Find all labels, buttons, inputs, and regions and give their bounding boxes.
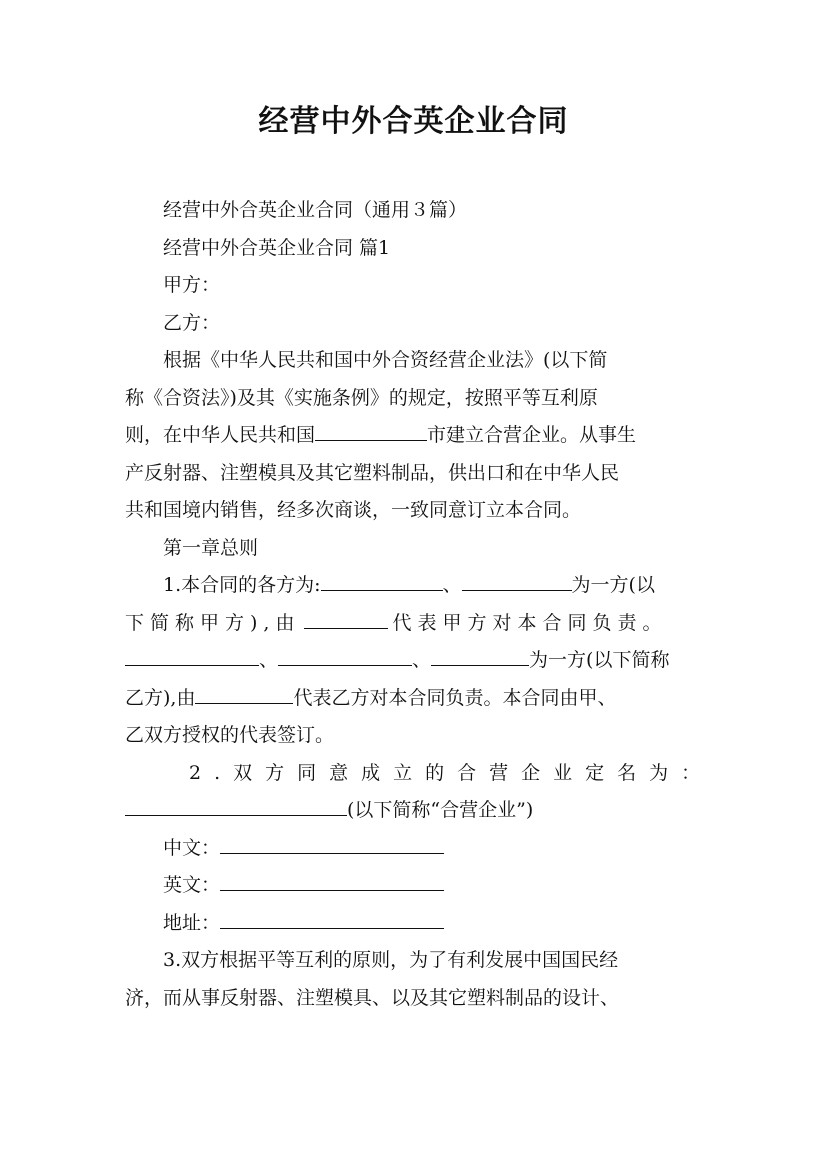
clause-2-line — [125, 792, 701, 830]
preamble-text: 市建立合营企业。从事生 — [427, 424, 637, 446]
chinese-name-line — [125, 830, 701, 868]
paragraph-subtitle: 经营中外合英企业合同（通用３篇） — [163, 199, 468, 221]
preamble-text: 则，在中华人民共和国 — [125, 424, 316, 446]
clause-text: 为一方(以下简称 — [529, 649, 670, 671]
clause-1-line — [125, 605, 701, 643]
paragraph-party-b: 乙方： — [163, 311, 221, 334]
clause-1-line — [125, 680, 701, 718]
clause-1-line — [125, 642, 701, 680]
paragraph-preamble — [125, 342, 701, 530]
english-name-line — [125, 867, 701, 905]
party-blank — [462, 589, 572, 591]
clause-text: (以下简称“合营企业”) — [347, 799, 534, 821]
address-line — [125, 905, 701, 943]
chapter-heading: 第一章总则 — [163, 536, 259, 559]
party-blank — [431, 664, 529, 666]
party-blank — [125, 664, 259, 666]
representative-blank — [195, 702, 293, 704]
preamble-line: 共和国境内销售，经多次商谈，一致同意订立本合同。 — [125, 499, 582, 521]
clause-text: 1.本合同的各方为: — [163, 574, 321, 596]
clause-text: 为一方(以 — [571, 574, 655, 596]
address-blank — [220, 927, 444, 929]
chinese-name-blank — [220, 852, 444, 854]
clause-text: 乙方),由 — [125, 686, 196, 709]
representative-blank — [304, 627, 388, 629]
preamble-line: 产反射器、注塑模具及其它塑料制品，供出口和在中华人民 — [125, 461, 620, 484]
preamble-line: 根据《中华人民共和国中外合资经营企业法》(以下简 — [163, 349, 608, 371]
document-title: 经营中外合英企业合同 — [258, 104, 569, 139]
company-name-blank — [125, 814, 347, 816]
clause-text: 下简称甲方),由 — [125, 611, 301, 634]
paragraph-party-a: 甲方： — [163, 274, 221, 296]
party-blank — [278, 664, 412, 666]
clause-2-line: 2.双方同意成立的合营企业定名为： — [189, 761, 714, 784]
clause-3-line: 济，而从事反射器、注塑模具、以及其它塑料制品的设计、 — [125, 986, 620, 1009]
preamble-line — [125, 417, 701, 455]
clause-text: 代表乙方对本合同负责。本合同由甲、 — [293, 686, 617, 709]
field-label: 英文： — [163, 874, 221, 896]
field-label: 地址： — [163, 911, 221, 934]
party-blank — [321, 589, 443, 591]
clause-1 — [125, 567, 701, 755]
separator: 、 — [259, 649, 279, 671]
preamble-line: 称《合资法》)及其《实施条例》的规定，按照平等互利原 — [125, 386, 598, 409]
field-label: 中文： — [163, 836, 221, 859]
clause-1-line — [125, 567, 701, 605]
separator: 、 — [412, 649, 432, 671]
separator: 、 — [442, 574, 462, 596]
english-name-blank — [220, 889, 444, 891]
clause-1-line: 乙双方授权的代表签订。 — [125, 724, 335, 746]
paragraph-section-heading: 经营中外合英企业合同 篇1 — [163, 236, 391, 259]
clause-3-line: 3.双方根据平等互利的原则，为了有利发展中国国民经 — [163, 949, 619, 971]
clause-text: 代表甲方对本合同负责。 — [392, 611, 668, 634]
city-blank — [315, 439, 427, 441]
clause-2 — [125, 755, 714, 830]
document-body — [125, 192, 714, 1017]
clause-3 — [125, 942, 701, 1017]
